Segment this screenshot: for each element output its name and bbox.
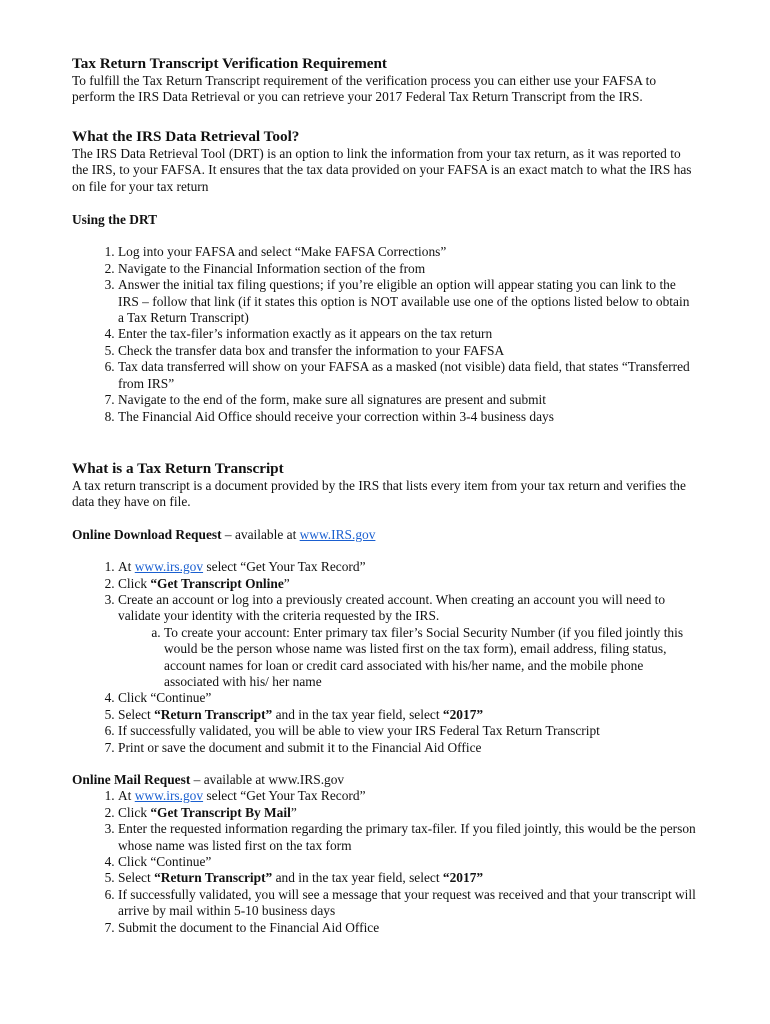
step-text: Click xyxy=(118,804,151,820)
list-item xyxy=(118,592,698,690)
drt-paragraph: The IRS Data Retrieval Tool (DRT) is an option to link the information from your tax return, as it was reported to the IRS, to your FAFSA. It ensures that the tax data provided on your FAFSA is an exact match to what the IRS has on file for your tax return xyxy=(72,145,692,194)
step-bold-text: “2017” xyxy=(442,706,484,722)
step-text: Select xyxy=(118,870,155,886)
online-download-title: Online Download Request xyxy=(72,526,222,542)
irs-link[interactable]: www.irs.gov xyxy=(134,559,204,575)
step-text: and in the tax year field, select xyxy=(272,706,443,722)
online-mail-available: – available at www.IRS.gov xyxy=(190,772,345,787)
step-text: Select xyxy=(118,706,155,722)
list-item: 1. Log into your FAFSA and select “Make FAFSA Corrections” xyxy=(118,244,698,260)
list-item: a. To create your account: Enter primary tax filer’s Social Security Number (if you filed jointly this would be the person whose name was listed first on the tax form), email address, filing status, account names for loan or credit card associated with his/her name, and the mobile phone associated with his/ her name xyxy=(164,625,698,691)
list-item xyxy=(118,576,698,592)
sub-steps-list xyxy=(118,625,698,691)
list-item xyxy=(118,805,698,821)
step-text: Click xyxy=(118,575,151,591)
list-item: 8. The Financial Aid Office should receive your correction within 3-4 business days xyxy=(118,409,698,425)
list-item: 4. Click “Continue” xyxy=(118,854,698,870)
step-bold-text: “2017” xyxy=(442,870,484,886)
step-text: Create an account or log into a previously created account. When creating an account you will need to validate your identity with the criteria requested by the IRS. xyxy=(118,591,666,624)
step-bold-text: “Return Transcript” xyxy=(154,870,273,886)
list-item: 3. Answer the initial tax filing questions; if you’re eligible an option will appear stating you can link to the IRS – follow that link (if it states this option is NOT available use one of the options listed below to obtain a Tax Return Transcript) xyxy=(118,277,698,326)
section-heading-drt: What the IRS Data Retrieval Tool? xyxy=(72,127,300,145)
list-item xyxy=(118,870,698,886)
using-drt-subheading: Using the DRT xyxy=(72,212,158,228)
list-item xyxy=(118,559,698,575)
irs-gov-link[interactable]: www.IRS.gov xyxy=(299,526,376,542)
irs-link[interactable]: www.irs.gov xyxy=(134,788,204,804)
list-item: 6. If successfully validated, you will be able to view your IRS Federal Tax Return Transcript xyxy=(118,723,698,739)
online-download-steps xyxy=(72,559,698,756)
step-text: ” xyxy=(283,575,290,591)
list-item: 6. If successfully validated, you will see a message that your request was received and that your transcript will arrive by mail within 5-10 business days xyxy=(118,887,698,920)
list-item: 3. Enter the requested information regarding the primary tax-filer. If you filed jointly, this would be the person whose name was listed first on the tax form xyxy=(118,821,698,854)
list-item: 2. Navigate to the Financial Information section of the from xyxy=(118,261,698,277)
verification-paragraph: To fulfill the Tax Return Transcript requirement of the verification process you can either use your FAFSA to perform the IRS Data Retrieval or you can retrieve your 2017 Federal Tax Return Transcript from the IRS. xyxy=(72,73,657,105)
list-item: 4. Click “Continue” xyxy=(118,690,698,706)
list-item: 7. Submit the document to the Financial Aid Office xyxy=(118,920,698,936)
list-item xyxy=(118,788,698,804)
list-item xyxy=(118,707,698,723)
step-text: At xyxy=(118,788,135,804)
section-heading-verification: Tax Return Transcript Verification Requirement xyxy=(72,55,387,72)
section-heading-transcript: What is a Tax Return Transcript xyxy=(72,459,284,477)
step-text: select “Get Your Tax Record” xyxy=(203,788,366,804)
online-download-available: – available at xyxy=(221,526,300,542)
list-item: 6. Tax data transferred will show on your FAFSA as a masked (not visible) data field, that states “Transferred from IRS” xyxy=(118,359,698,392)
step-text: ” xyxy=(290,804,297,820)
step-bold-text: “Get Transcript Online xyxy=(150,575,284,591)
step-text: select “Get Your Tax Record” xyxy=(203,559,366,575)
list-item: 5. Check the transfer data box and transfer the information to your FAFSA xyxy=(118,343,698,359)
online-mail-title: Online Mail Request xyxy=(72,772,191,787)
step-text: At xyxy=(118,559,135,575)
step-bold-text: “Return Transcript” xyxy=(154,706,273,722)
drt-steps-list xyxy=(72,244,698,424)
list-item: 7. Navigate to the end of the form, make sure all signatures are present and submit xyxy=(118,392,698,408)
online-mail-heading xyxy=(72,772,698,788)
online-download-heading xyxy=(72,527,698,543)
step-text: and in the tax year field, select xyxy=(272,870,443,886)
step-bold-text: “Get Transcript By Mail xyxy=(150,804,291,820)
online-mail-steps xyxy=(72,788,698,936)
transcript-paragraph: A tax return transcript is a document provided by the IRS that lists every item from your tax return and verifies the data they have on file. xyxy=(72,477,686,510)
list-item: 4. Enter the tax-filer’s information exactly as it appears on the tax return xyxy=(118,326,698,342)
list-item: 7. Print or save the document and submit it to the Financial Aid Office xyxy=(118,740,698,756)
